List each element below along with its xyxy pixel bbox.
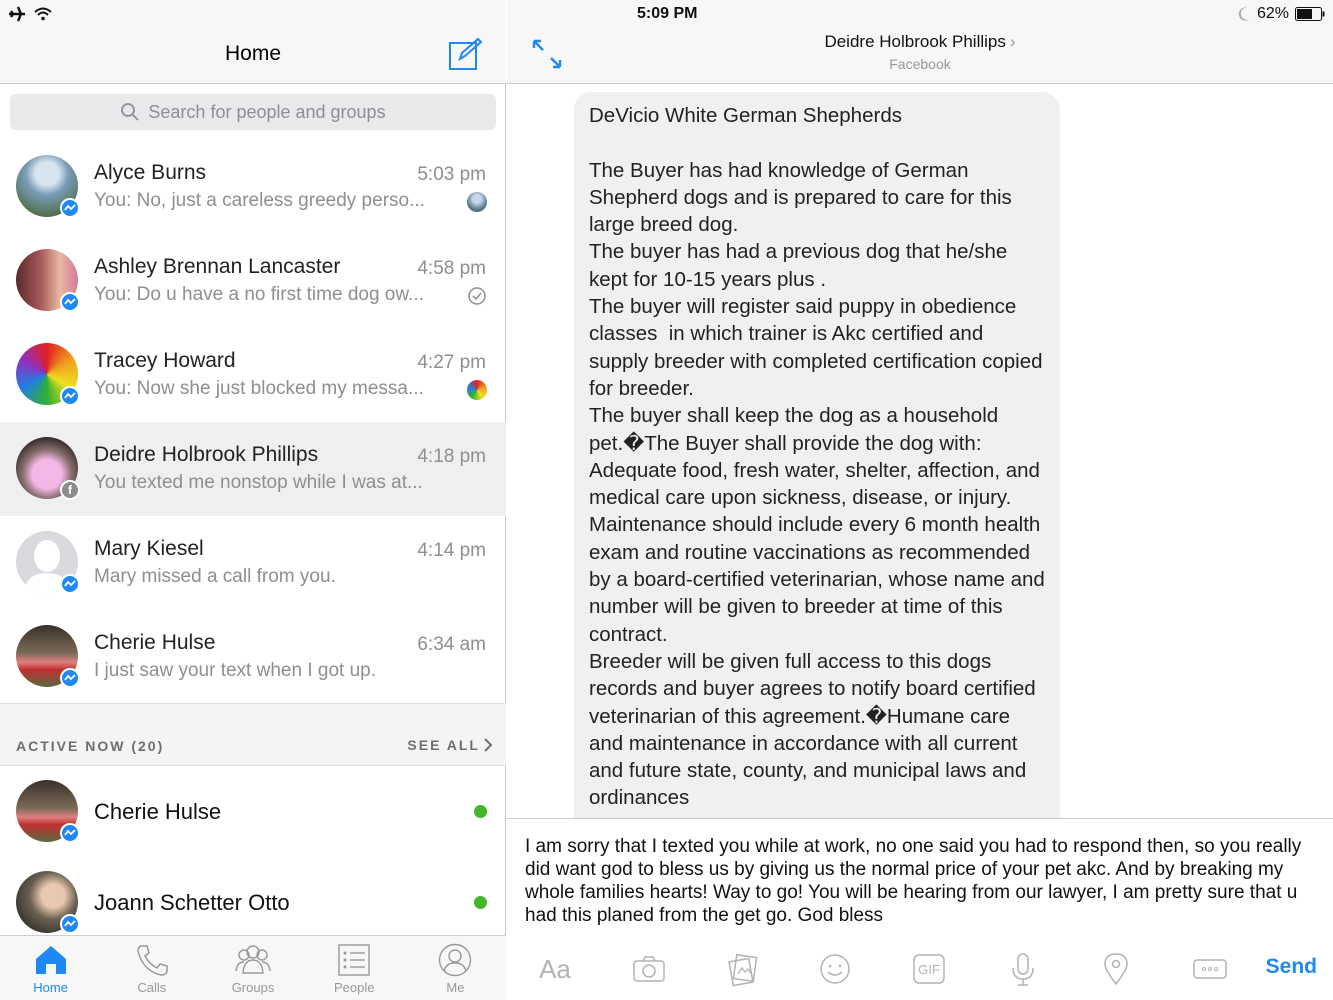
home-header: [0, 0, 506, 84]
contact-name: Deidre Holbrook Phillips: [824, 32, 1006, 51]
tab-people[interactable]: [304, 936, 405, 1000]
contact-name: Mary Kiesel: [94, 537, 204, 560]
seen-avatar-icon: [467, 380, 487, 400]
conversation-row[interactable]: [0, 234, 506, 328]
conversation-pane: [507, 0, 1333, 1000]
message-preview: You: Now she just blocked my messa...: [94, 378, 424, 399]
phone-icon: [133, 943, 171, 977]
messenger-badge-icon: [60, 198, 80, 218]
message-composer[interactable]: [507, 818, 1333, 1000]
microphone-button[interactable]: [1003, 947, 1043, 991]
message-preview: You: Do u have a no first time dog ow...: [94, 284, 424, 305]
photos-button[interactable]: [723, 947, 763, 991]
message-bubble: DeVicio White German Shepherds The Buyer has had knowledge of German Shepherd dogs and is prepared to care for this large breed dog. The buyer has had a previous dog that he/she kept for 10-15 years plus . The buyer will register said puppy in obedience classes in which trainer is Akc certified and supply breeder with completed certification copied for breeder. The buyer shall keep the dog as a household pet.�The Buyer shall provide the dog with: Adequate food, fresh water, shelter, affection, and medical care upon sickness, disease, or injury. Maintenance should include every 6 month health exam and routine vaccinations as recommended by a board-certified veterinarian, whose name and number will be given to breeder at time of this contract. Breeder will be given full access to this dogs records and buyer agrees to notify board certified veterinarian of this agreement.�Humane care and maintenance in accordance with all current and future state, county, and municipal laws and ordinances: [574, 92, 1060, 818]
battery-percent: 62%: [1256, 5, 1289, 22]
send-button[interactable]: Send: [1265, 955, 1317, 978]
conversation-row[interactable]: [0, 328, 506, 422]
see-all-button[interactable]: [407, 737, 492, 753]
location-icon: [1098, 951, 1134, 987]
messenger-badge-icon: [60, 386, 80, 406]
tab-me[interactable]: [405, 936, 506, 1000]
emoji-icon: [817, 951, 853, 987]
conversation-row[interactable]: [0, 140, 506, 234]
messenger-badge-icon: [60, 292, 80, 312]
compose-icon: [448, 37, 484, 71]
compose-button[interactable]: [448, 37, 484, 71]
message-preview: I just saw your text when I got up.: [94, 660, 376, 681]
status-bar-right: [1237, 5, 1325, 23]
home-icon: [32, 943, 70, 977]
message-time: 6:34 am: [417, 634, 486, 655]
more-button[interactable]: [1190, 947, 1230, 991]
contact-source: Facebook: [889, 56, 951, 72]
contact-name: Tracey Howard: [94, 349, 236, 372]
page-title: Home: [224, 42, 282, 65]
list-icon: [335, 943, 373, 977]
contact-name: Cherie Hulse: [94, 631, 216, 654]
message-preview: You texted me nonstop while I was at...: [94, 472, 423, 493]
search-placeholder: Search for people and groups: [148, 101, 386, 122]
tab-label: Home: [33, 980, 68, 995]
contact-name: Cherie Hulse: [94, 799, 222, 824]
active-now-header: [0, 703, 506, 766]
camera-icon: [631, 951, 667, 987]
gif-button[interactable]: [909, 947, 949, 991]
search-icon: [120, 102, 140, 122]
message-time: 5:03 pm: [417, 164, 486, 185]
status-time: 5:09 PM: [637, 5, 698, 22]
tab-label: Calls: [137, 980, 167, 995]
tab-groups[interactable]: [202, 936, 303, 1000]
contact-name: Joann Schetter Otto: [94, 890, 290, 915]
conversation-row[interactable]: [0, 610, 506, 704]
conversation-row[interactable]: [0, 516, 506, 610]
tab-bar: [0, 935, 506, 1000]
online-indicator: [474, 805, 487, 818]
online-indicator: [474, 896, 487, 909]
facebook-badge-icon: f: [60, 480, 80, 500]
contact-name: Alyce Burns: [94, 161, 207, 184]
chevron-right-icon: [484, 738, 492, 752]
conversation-header: [507, 0, 1333, 84]
messenger-badge-icon: [60, 823, 80, 843]
battery-icon: [1295, 7, 1325, 21]
emoji-button[interactable]: [815, 947, 855, 991]
wifi-icon: [34, 7, 52, 21]
tab-calls[interactable]: [101, 936, 202, 1000]
active-now-list: [0, 766, 506, 948]
groups-icon: [234, 943, 272, 977]
tab-label: Me: [446, 980, 465, 995]
chevron-right-icon: ›: [1009, 32, 1016, 51]
text-format-icon: Aa: [539, 953, 571, 984]
search-input[interactable]: [10, 94, 496, 130]
microphone-icon: [1005, 951, 1041, 987]
gif-label: GIF: [918, 961, 940, 977]
see-all-label: SEE ALL: [407, 737, 480, 753]
tab-label: Groups: [231, 980, 275, 995]
message-time: 4:18 pm: [417, 446, 486, 467]
delivered-check-icon: [467, 286, 487, 306]
composer-toolbar: [507, 947, 1333, 991]
photos-icon: [725, 951, 761, 987]
contact-name: Ashley Brennan Lancaster: [94, 255, 341, 278]
more-icon: [1192, 951, 1228, 987]
messenger-badge-icon: [60, 574, 80, 594]
airplane-icon: [8, 6, 26, 22]
camera-button[interactable]: [629, 947, 669, 991]
message-preview: You: No, just a careless greedy perso...: [94, 190, 425, 211]
active-person-row[interactable]: [0, 766, 506, 857]
active-now-label: ACTIVE NOW (20): [16, 738, 165, 754]
message-time: 4:14 pm: [417, 540, 486, 561]
message-time: 4:58 pm: [417, 258, 486, 279]
messenger-badge-icon: [60, 668, 80, 688]
moon-icon: [1237, 6, 1251, 22]
profile-icon: [436, 943, 474, 977]
seen-avatar-icon: [467, 192, 487, 212]
messenger-badge-icon: [60, 914, 80, 934]
conversation-list-pane: [0, 0, 506, 1000]
tab-label: People: [333, 980, 375, 995]
message-input[interactable]: I am sorry that I texted you while at work, no one said you had to respond then, so you really did want god to bless us by giving us the normal price of your pet akc. And by breaking my whole families hearts! Way to go! You will be hearing from our lawyer, I am pretty sure that u had this planed from the get go. God bless: [525, 836, 1302, 926]
contact-name: Deidre Holbrook Phillips: [94, 443, 319, 466]
text-format-button[interactable]: [535, 947, 575, 991]
status-bar-left: [8, 4, 52, 24]
tab-home[interactable]: [0, 936, 101, 1000]
conversation-row-selected[interactable]: [0, 422, 506, 516]
location-button[interactable]: [1096, 947, 1136, 991]
conversation-list: [0, 140, 506, 704]
message-preview: Mary missed a call from you.: [94, 566, 336, 587]
message-time: 4:27 pm: [417, 352, 486, 373]
contact-title-button[interactable]: [507, 32, 1333, 52]
